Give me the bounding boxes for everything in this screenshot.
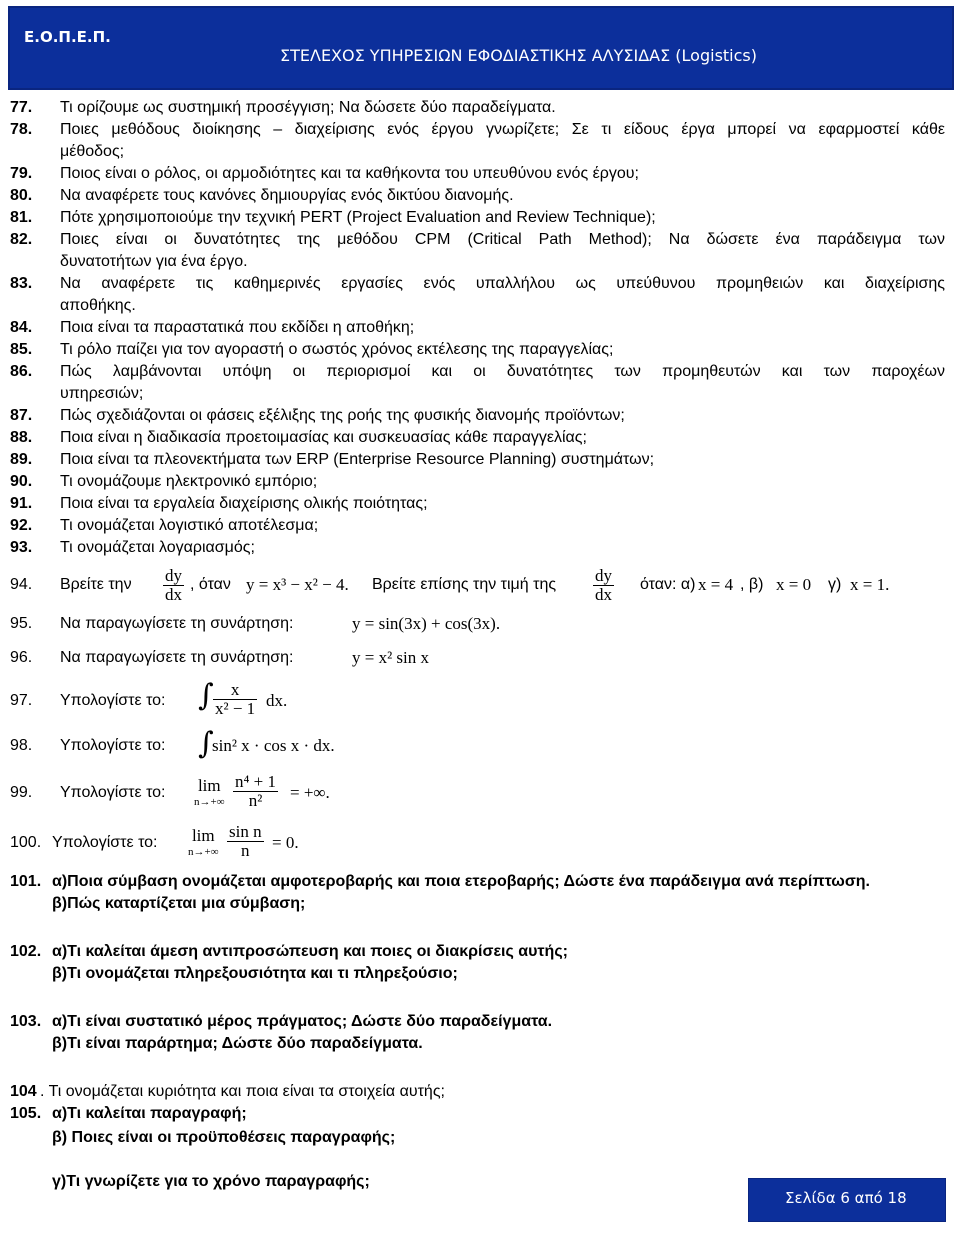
question-number: 91. — [10, 495, 33, 512]
question-text-continued: μέθοδος; — [60, 143, 125, 160]
question-item — [10, 185, 945, 207]
question-item — [10, 537, 945, 559]
question-item — [10, 317, 945, 339]
integrand-expression: sin² x · cos x · dx. — [212, 736, 335, 755]
question-item — [10, 361, 945, 405]
question-number: 77. — [10, 99, 33, 116]
question-text-continued: δυνατοτήτων για ένα έργο. — [60, 253, 248, 270]
document-title: ΣΤΕΛΕΧΟΣ ΥΠΗΡΕΣΙΩΝ ΕΦΟΔΙΑΣΤΙΚΗΣ ΑΛΥΣΙΔΑΣ (Logistics) — [280, 46, 757, 65]
question-100: 100. Υπολογίστε το: lim n→+∞ $\frac{\text{sin n}}{n}$ = 0. — [10, 822, 299, 860]
derivative-fraction: $\frac{dy}{dx}$ — [595, 566, 612, 604]
question-text: Να αναφέρετε τους κανόνες δημιουργίας ενός δικτύου διανομής. — [60, 187, 514, 204]
question-number: 78. — [10, 121, 33, 138]
question-text: Βρείτε την — [60, 576, 132, 593]
question-104: 104 . Τι ονομάζεται κυριότητα και ποια είναι τα στοιχεία αυτής; — [10, 1083, 445, 1100]
question-item — [10, 273, 945, 317]
question-item — [10, 97, 945, 119]
question-number: 88. — [10, 429, 33, 446]
question-item — [10, 207, 945, 229]
function-expression: y = x³ − x² − 4. — [246, 575, 349, 594]
question-item — [10, 339, 945, 361]
question-103: 103. α)Τι είναι συστατικό μέρος πράγματος; Δώστε δύο παραδείγματα. β)Τι είναι παράρτημα; Δώστε δύο παραδείγματα. — [10, 1013, 553, 1052]
question-95: 95. Να παραγωγίσετε τη συνάρτηση: y = sin(3x) + cos(3x). — [10, 609, 945, 639]
question-text: Ποιες μεθόδους διοίκησης – διαχείρισης ενός έργου γνωρίζετε; Σε τι είδους έργα μπορεί να εφαρμοστεί κάθε — [60, 121, 945, 138]
question-text: Τι ονομάζεται λογιστικό αποτέλεσμα; — [60, 517, 319, 534]
question-text: Ποια είναι τα πλεονεκτήματα των ERP (Enterprise Resource Planning) συστημάτων; — [60, 451, 655, 468]
integrand-fraction: $\frac{x}{\text{x² − 1}}$ — [215, 680, 256, 718]
question-number: 79. — [10, 165, 33, 182]
question-item — [10, 405, 945, 427]
page-number: Σελίδα 6 από 18 — [785, 1189, 907, 1207]
question-item — [10, 449, 945, 471]
question-99: 99. Υπολογίστε το: lim n→+∞ $\frac{\text{n⁴ + 1}}{\text{n²}}$ = +∞. — [10, 772, 330, 810]
question-number: 90. — [10, 473, 33, 490]
question-text: Πώς σχεδιάζονται οι φάσεις εξέλιξης της ροής της φυσικής διανομής προϊόντων; — [60, 407, 625, 424]
question-number: 87. — [10, 407, 33, 424]
derivative-fraction: $\frac{dy}{dx}$ — [165, 566, 182, 604]
function-expression: y = x² sin x — [352, 648, 430, 667]
question-number: 83. — [10, 275, 33, 292]
question-105: 105. α)Τι καλείται παραγραφή; β) Ποιες είναι οι προϋποθέσεις παραγραφής; γ)Τι γνωρίζετε για το χρόνο παραγραφής; — [10, 1105, 396, 1190]
question-number: 93. — [10, 539, 33, 556]
function-expression: y = sin(3x) + cos(3x). — [352, 614, 501, 633]
question-text: Ποια είναι τα εργαλεία διαχείρισης ολικής ποιότητας; — [60, 495, 428, 512]
question-text: Ποια είναι η διαδικασία προετοιμασίας και συσκευασίας κάθε παραγγελίας; — [60, 429, 587, 446]
question-item — [10, 471, 945, 493]
question-text: Ποιες είναι οι δυνατότητες της μεθόδου CPM (Critical Path Method); Να δώσετε ένα παράδειγμα των — [60, 231, 945, 248]
question-number: 85. — [10, 341, 33, 358]
question-text: Τι ονομάζεται λογαριασμός; — [60, 539, 255, 556]
question-item — [10, 427, 945, 449]
question-number: 94. — [10, 576, 33, 593]
question-item — [10, 493, 945, 515]
question-94: 94. Βρείτε την $\frac{dy}{dx}$ , όταν y = x³ − x² − 4. Βρείτε επίσης την τιμή της $\frac{dy}{dx}$ όταν: α) x = 4 , β) x = 0 γ) x = 1. — [10, 566, 890, 604]
integral-icon: ∫ — [198, 678, 214, 713]
question-number: 80. — [10, 187, 33, 204]
question-number: 89. — [10, 451, 33, 468]
question-number: 84. — [10, 319, 33, 336]
question-text: Πότε χρησιμοποιούμε την τεχνική PERT (Project Evaluation and Review Technique); — [60, 209, 656, 226]
question-item — [10, 515, 945, 537]
question-text: Τι ορίζουμε ως συστημική προσέγγιση; Να δώσετε δύο παραδείγματα. — [60, 99, 556, 116]
question-number: 92. — [10, 517, 33, 534]
page-footer — [748, 1178, 946, 1222]
question-number: 86. — [10, 363, 33, 380]
limit-operator: lim n→+∞ — [188, 826, 219, 858]
question-text: Τι ρόλο παίζει για τον αγοραστή ο σωστός χρόνος εκτέλεσης της παραγγελίας; — [60, 341, 614, 358]
limit-fraction: $\frac{\text{n⁴ + 1}}{\text{n²}}$ — [235, 772, 277, 810]
question-text-continued: υπηρεσιών; — [60, 385, 144, 402]
question-102: 102. α)Τι καλείται άμεση αντιπροσώπευση και ποιες οι διακρίσεις αυτής; β)Τι ονομάζεται πληρεξουσιότητα και τι πληρεξούσιο; — [10, 943, 568, 982]
question-item — [10, 119, 945, 163]
question-item — [10, 229, 945, 273]
question-text-continued: αποθήκης. — [60, 297, 136, 314]
question-101: 101. α)Ποια σύμβαση ονομάζεται αμφοτεροβαρής και ποια ετεροβαρής; Δώστε ένα παράδειγμα ανά περίπτωση. β)Πώς καταρτίζεται μια σύμβαση; — [10, 873, 870, 912]
question-98: 98. Υπολογίστε το: ∫ sin² x · cos x · dx. — [10, 726, 335, 761]
question-text: Ποιος είναι ο ρόλος, οι αρμοδιότητες και τα καθήκοντα του υπευθύνου ενός έργου; — [60, 165, 639, 182]
question-96: 96. Να παραγωγίσετε τη συνάρτηση: y = x² sin x — [10, 643, 945, 673]
limit-fraction: $\frac{\text{sin n}}{n}$ — [229, 822, 262, 860]
question-97: 97. Υπολογίστε το: ∫ $\frac{x}{\text{x² − 1}}$ dx. — [10, 678, 288, 718]
question-text: Ποια είναι τα παραστατικά που εκδίδει η αποθήκη; — [60, 319, 415, 336]
question-number: 82. — [10, 231, 33, 248]
integral-icon: ∫ — [198, 726, 214, 761]
question-text: Πώς λαμβάνονται υπόψη οι περιορισμοί και οι δυνατότητες των προμηθευτών και των παροχέων — [60, 363, 945, 380]
limit-operator: lim n→+∞ — [194, 776, 225, 808]
page-header — [8, 6, 954, 90]
organization-name: Ε.Ο.Π.Ε.Π. — [24, 28, 111, 46]
question-number: 81. — [10, 209, 33, 226]
question-item — [10, 163, 945, 185]
question-text: Τι ονομάζουμε ηλεκτρονικό εμπόριο; — [60, 473, 318, 490]
question-list — [10, 97, 945, 1193]
question-text: Να αναφέρετε τις καθημερινές εργασίες ενός υπαλλήλου ως υπεύθυνου προμηθειών και διαχείρισης — [60, 275, 945, 292]
